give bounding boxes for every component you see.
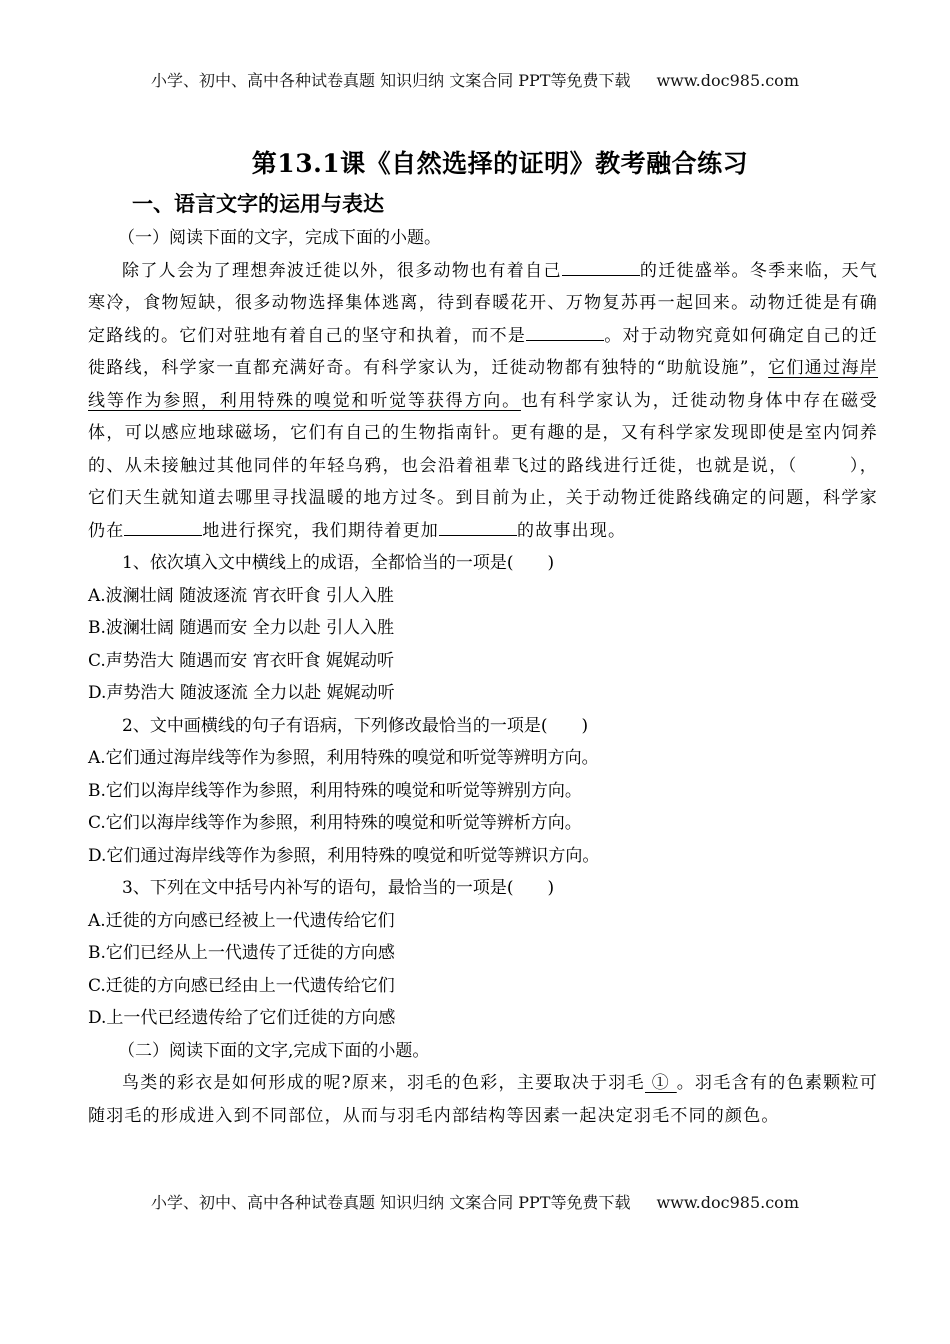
question-2-option-b: B.它们以海岸线等作为参照，利用特殊的嗅觉和听觉等辨别方向。 bbox=[88, 780, 582, 801]
question-1-option-b: B.波澜壮阔 随遇而安 全力以赴 引人入胜 bbox=[88, 618, 395, 638]
question-3-stem: 3、下列在文中括号内补写的语句，最恰当的一项是( ) bbox=[122, 878, 555, 898]
question-1-option-a: A.波澜壮阔 随波逐流 宵衣旰食 引人入胜 bbox=[88, 585, 394, 606]
passage-text: 鸟类的彩衣是如何形成的呢?原来，羽毛的色彩，主要取决于羽毛 bbox=[122, 1073, 645, 1093]
passage-text: 除了人会为了理想奔波迁徙以外，很多动物也有着自己 bbox=[122, 260, 562, 281]
passage-text: 。对于动物究竟如何确定自己的迁徙路线，科学家一直都充满好奇。有科学家认为，迁徙动物都有独特的“助航设施”， bbox=[88, 325, 878, 378]
part2-heading: （二）阅读下面的文字,完成下面的小题。 bbox=[118, 1040, 430, 1061]
section-heading: 一、语言文字的运用与表达 bbox=[132, 191, 384, 216]
blank-2 bbox=[526, 324, 604, 341]
header-url: www.doc985.com bbox=[656, 71, 799, 90]
blank-3 bbox=[124, 519, 202, 536]
blank-1 bbox=[562, 259, 640, 276]
passage-2 bbox=[88, 1067, 878, 1132]
passage-text: 的故事出现。 bbox=[517, 520, 627, 541]
question-1-stem: 1、依次填入文中横线上的成语，全都恰当的一项是( ) bbox=[122, 553, 555, 573]
footer-text: 小学、初中、高中各种试卷真题 知识归纳 文案合同 PPT等免费下载 bbox=[151, 1193, 631, 1212]
question-3-option-c: C.迁徙的方向感已经由上一代遗传给它们 bbox=[88, 975, 395, 996]
passage-text: 。羽毛含有的色素颗粒可随羽毛的形成进入到不同部位，从而与羽毛内部结构等因素一起决定羽毛不同的颜色。 bbox=[88, 1073, 878, 1126]
question-3-option-b: B.它们已经从上一代遗传了迁徙的方向感 bbox=[88, 943, 395, 963]
question-2-option-a: A.它们通过海岸线等作为参照，利用特殊的嗅觉和听觉等辨明方向。 bbox=[88, 748, 599, 768]
document-content bbox=[88, 222, 878, 1132]
page-footer bbox=[0, 1190, 950, 1213]
question-1-option-d: D.声势浩大 随波逐流 全力以赴 娓娓动听 bbox=[88, 683, 395, 703]
passage-text: 的迁徙盛举。冬季来临，天气寒冷，食物短缺，很多动物选择集体逃离，待到春暖花开、万物复苏再一起回来。动物迁徙是有确定路线的。它们对驻地有着自己的坚守和执着，而不是 bbox=[88, 260, 878, 346]
passage-1 bbox=[88, 255, 878, 548]
question-1-option-c: C.声势浩大 随遇而安 宵衣旰食 娓娓动听 bbox=[88, 650, 395, 671]
passage-text: 也有科学家认为，迁徙动物身体中存在磁受体，可以感应地球磁场，它们有自己的生物指南针。更有趣的是，又有科学家发现即使是室内饲养的、从未接触过其他同伴的年轻乌鸦，也会沿着祖辈飞过的路线进行迁徙，也就是说，（ bbox=[88, 390, 878, 476]
footer-url: www.doc985.com bbox=[656, 1193, 799, 1212]
blank-marker: ① bbox=[645, 1073, 677, 1093]
page-header bbox=[0, 68, 950, 91]
question-2-stem: 2、文中画横线的句子有语病，下列修改最恰当的一项是( ) bbox=[122, 715, 589, 736]
header-text: 小学、初中、高中各种试卷真题 知识归纳 文案合同 PPT等免费下载 bbox=[151, 71, 631, 90]
underlined-sentence: 它们通过海岸线等作为参照，利用特殊的嗅觉和听觉等获得方向。 bbox=[88, 358, 879, 411]
question-3-option-a: A.迁徙的方向感已经被上一代遗传给它们 bbox=[88, 910, 395, 931]
question-2-option-d: D.它们通过海岸线等作为参照，利用特殊的嗅觉和听觉等辨识方向。 bbox=[88, 845, 600, 866]
passage-text: 地进行探究，我们期待着更加 bbox=[202, 520, 440, 541]
question-3-option-d: D.上一代已经遗传给了它们迁徙的方向感 bbox=[88, 1008, 396, 1028]
question-2-option-c: C.它们以海岸线等作为参照，利用特殊的嗅觉和听觉等辨析方向。 bbox=[88, 813, 582, 833]
passage-text: ），它们天生就知道去哪里寻找温暖的地方过冬。到目前为止，关于动物迁徙路线确定的问题，科学家仍在 bbox=[88, 455, 878, 541]
part1-heading: （一）阅读下面的文字，完成下面的小题。 bbox=[118, 228, 441, 248]
blank-4 bbox=[439, 519, 517, 536]
document-title: 第13.1课《自然选择的证明》教考融合练习 bbox=[251, 149, 749, 178]
